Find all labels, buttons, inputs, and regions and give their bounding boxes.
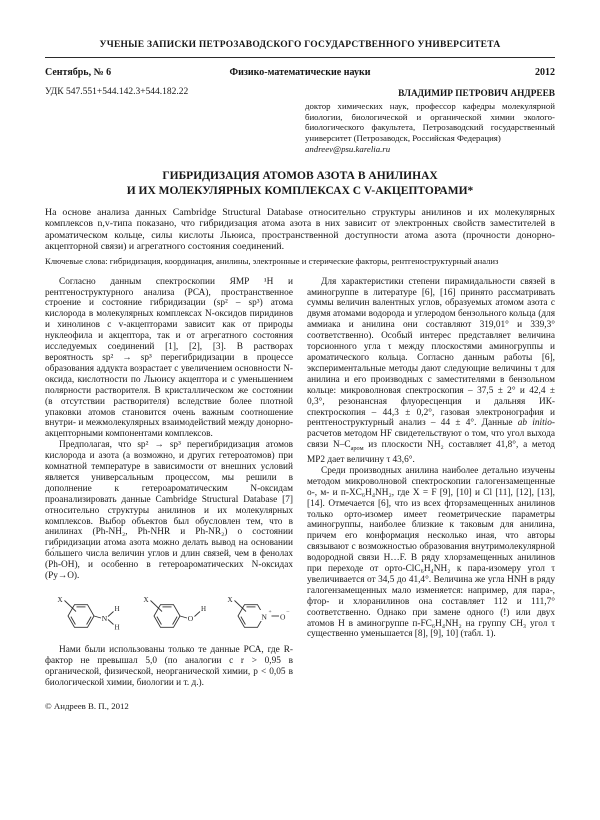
paragraph: Согласно данным спектроскопии ЯМР ¹Н и рентгеноструктурного анализа (РСА), пространственное строение и состояние гибридизации (sp² – sp³) атома кислорода в молекулярных комплексах N-оксидов пиридинов и хинолинов с v-акцепторами зависит как от природы нуклеофила и акцептора, так и от агрегатного состояния исследуемых соединений [1], [2], [3]. В растворах вероятность sp² → sp³ перегибридизации в процессе образования аддукта возрастает с увеличением основности N-оксида, кислотности по Льюису акцептора и с уменьшением полярности растворителя. В кристаллическом же состоянии (в отсутствии растворителя) вследствие более плотной упаковки атомов становится очень важным соотношение внутри- и межмолекулярных взаимодействий между донорно-акцепторными компонентами комплексов. [45, 276, 293, 440]
article-abstract: На основе анализа данных Cambridge Structural Database относительно структуры анилинов и их молекулярных комплексов n,v-типа показано, что гибридизация атома азота в них зависит от электронных свойств заместителей в ароматическом кольце, силы кислоты Льюиса, пространственной доступности атома азота (прочности донорно-акцепторной связи) и агрегатного состояния соединений. [45, 207, 555, 253]
paragraph: Предполагая, что sp² → sp³ перегибридизация атомов кислорода и азота (а возможно, и других гетероатомов) при комнатной температуре в зависимости от внешних условий является универсальным процессом, мы решили в дополнение к гетероароматическим N-оксидам проанализировать данные Cambridge Structural Database [7] относительно структуры анилинов и их молекулярных комплексов. Выбор объектов был обусловлен тем, что в анилинах (Ph-NH₂, Ph-NHR и Ph-NR₂) о состоянии гибридизации атома азота можно делать вывод на основании бо́льшего числа величин углов и длин связей, чем в фенолах (Ph-OH), и особенно в гетероароматических N-оксидах (Py→O). [45, 440, 293, 582]
oxygen-atom-label: O [280, 612, 286, 622]
aniline-structure [58, 596, 120, 632]
issue-label: Сентябрь, № 6 [45, 67, 112, 78]
year-label: 2012 [535, 67, 555, 78]
author-affiliation: доктор химических наук, профессор кафедры молекулярной биологии, биологической и органической химии эколого-биологического факультета, Петрозаводский государственный университет (Петрозаводск, Российская Федерация) [305, 101, 555, 143]
copyright-notice: © Андреев В. П., 2012 [45, 700, 129, 711]
header-divider [45, 57, 555, 58]
author-block [305, 89, 555, 154]
author-email: andreev@psu.karelia.ru [305, 144, 391, 154]
article-title-line2: И ИХ МОЛЕКУЛЯРНЫХ КОМПЛЕКСАХ С V-АКЦЕПТОРАМИ* [126, 184, 474, 197]
phenol-structure [144, 596, 207, 627]
oxygen-atom-label: O [187, 613, 194, 623]
chemical-structures-svg [45, 588, 293, 640]
substituent-x-label: X [57, 596, 63, 604]
section-label: Физико-математические науки [229, 67, 371, 78]
nitrogen-atom-label: N [261, 612, 267, 622]
pyridine-n-oxide-structure [228, 596, 290, 627]
article-keywords: Ключевые слова: гибридизация, координация, анилины, электронные и стерические факторы, рентгеноструктурный анализ [45, 255, 499, 266]
paragraph: Для характеристики степени пирамидальности связей в аминогруппе в литературе [6], [16] принято рассматривать суммы величин валентных углов, образуемых атомом азота с двумя атомами водорода и углеродом бензольного кольца (для аммиака и анилина они составляют 319,01° и 339,3° соответственно). Особый интерес представляет величина торсионного угла τ между плоскостями аминогруппы и ароматического кольца. Согласно данным работы [6], экспериментальные методы дают следующие величины τ для анилина и его производных с заместителями в бензольном кольце: микроволновая спектроскопия – 37,5 ± 2° и 42,4 ± 0,3°, резонансная флуоресценция и дальняя ИК-спектроскопия – 44,3 ± 0,2°, газовая электронография и рентгеноструктурный анализ – 44 ± 4°. Данные ab initio-расчетов методом HF свидетельствуют о том, что угол выхода связи $N-C_{аром}$ из плоскости NH₂ составляет 41,8°, а метод MP2 дает величину τ 43,6°. [307, 276, 556, 465]
issue-row [45, 67, 555, 78]
nitrogen-atom-label: N [101, 613, 108, 623]
hydrogen-atom-label: H [114, 623, 120, 632]
paragraph: Среди производных анилина наиболее детально изучены методом микроволновой спектроскопии галогензамещенные о-, м- и п-XC₆H₄NH₂, где X = F [9], [10] и Cl [11], [12], [13], [14]. Отмечается [6], что из всех фторзамещенных анилинов только орто-изомер имеет геометрические параметры аминогруппы, наиболее близкие к таковым для анилина, причем его конформация несколько иная, что авторы связывают с возможностью образования внутримолекулярной водородной связи H…F. В ряду хлорзамещенных анилинов при переходе от орто-ClC₆H₄NH₂ к пара-изомеру угол τ увеличивается от 34,5 до 41,4°. Величина же угла HNH в ряду галогензамещенных мало изменяется: например, для пара-, фтор- и хлоранилинов она составляет 112 и 111,7° соответственно. Однако при замене одного (!) или двух атомов H в аминогруппе п-FC₆H₄NH₂ на группу CH₃ угол τ существенно уменьшается [8], [9], 10] (табл. 1). [307, 465, 555, 640]
minus-charge-label: – [286, 609, 290, 615]
hydrogen-atom-label: H [114, 605, 120, 613]
right-column [307, 277, 555, 712]
journal-masthead: УЧЕНЫЕ ЗАПИСКИ ПЕТРОЗАВОДСКОГО ГОСУДАРСТВЕННОГО УНИВЕРСИТЕТА [99, 40, 501, 50]
article-title-line1: ГИБРИДИЗАЦИЯ АТОМОВ АЗОТА В АНИЛИНАХ [162, 170, 438, 182]
left-column [45, 277, 293, 712]
author-name: ВЛАДИМИР ПЕТРОВИЧ АНДРЕЕВ [398, 89, 555, 99]
hydrogen-atom-label: H [201, 605, 207, 613]
plus-charge-label: + [268, 609, 272, 615]
chemical-structures-figure [45, 588, 293, 640]
udc-code: УДК 547.551+544.142.3+544.182.22 [45, 87, 189, 97]
substituent-x-label: X [227, 596, 233, 604]
meta-row [45, 87, 555, 154]
substituent-x-label: X [143, 596, 149, 604]
article-title [45, 169, 555, 198]
paragraph: Нами были использованы только те данные РСА, где R-фактор не превышал 5,0 (по аналогии с r > 0,95 в органической, физической, неорганической химии, p < 0,05 в биологической химии, биологии и т. д.). [45, 645, 293, 688]
two-column-body [45, 277, 555, 712]
